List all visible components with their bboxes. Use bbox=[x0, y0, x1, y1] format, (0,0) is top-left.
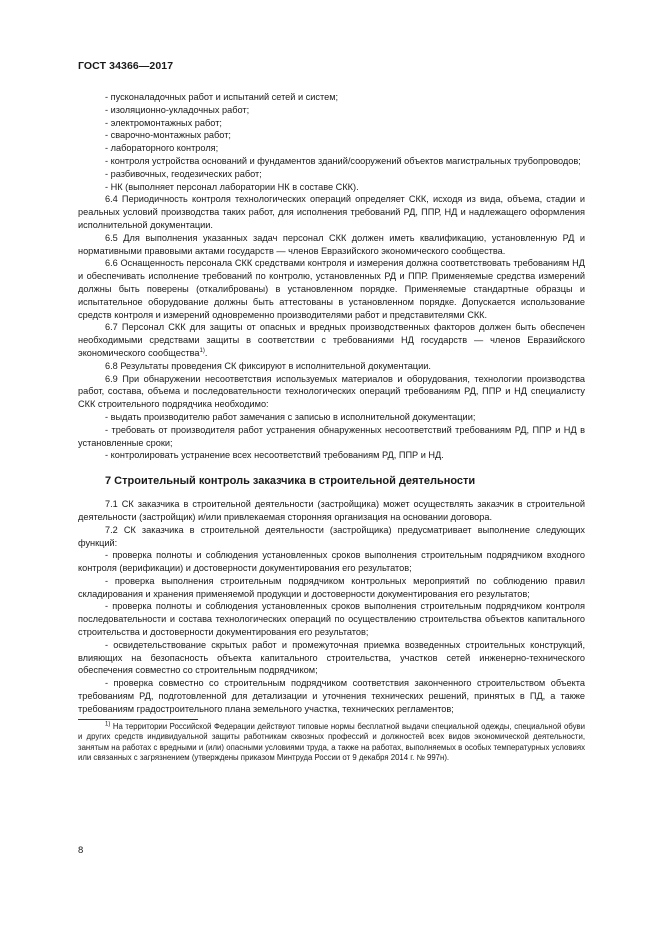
footnote-marker: 1) bbox=[105, 721, 111, 728]
paragraph-6-7 bbox=[78, 321, 585, 359]
paragraph: - проверка выполнения строительным подрядчиком контрольных мероприятий по соблюдению правил складирования и хранения применяемой продукции и достоверности документирования его результатов; bbox=[78, 575, 585, 599]
paragraph: - проверка полноты и соблюдения установленных сроков выполнения строительным подрядчиком входного контроля (верификации) и достоверности документирования его результатов; bbox=[78, 550, 585, 574]
paragraph: - контролировать устранение всех несоответствий требованиям РД, ППР и НД. bbox=[105, 450, 444, 461]
footnote-text: На территории Российской Федерации действуют типовые нормы бесплатной выдачи специальной одежды, специальной обуви и других средств индивидуальной защиты работникам сквозных профессий и должностей всех видов экономической деятельности, занятым на работах с вредными и (или) опасными условиями труда, а также на работах, выполняемых в особых температурных условиях или связанных с загрязнением (утверждены приказом Минтруда России от 9 декабря 2014 г. № 997н). bbox=[78, 721, 585, 763]
paragraph-text: 6.7 Персонал СКК для защиты от опасных и вредных производственных факторов должен быть обеспечен необходимыми средствами защиты в соответствии с требованиями НД государств — членов Евразийского экономического сообщества bbox=[78, 322, 585, 358]
paragraph: - НК (выполняет персонал лаборатории НК в составе СКК). bbox=[105, 181, 359, 192]
footnote bbox=[78, 722, 585, 764]
paragraph: - освидетельствование скрытых работ и промежуточная приемка возведенных строительных конструкций, влияющих на безопасность объекта капитального строительства, участков сетей инженерно-технического обеспечения совместно со строительным подрядчиком; bbox=[78, 639, 585, 676]
paragraph: - проверка совместно со строительным подрядчиком соответствия законченного строительством объекта требованиям РД, подготовленной для детализации и уточнения технических решений, принятых в ПД, а также требованиям градостроительного плана земельного участка, технических регламентов; bbox=[78, 678, 585, 714]
paragraph: 6.9 При обнаружении несоответствия используемых материалов и оборудования, технологии производства работ, состава, объема и последовательности технологических операций требованиям РД, ППР и НД специалисту СКК строительного подрядчика необходимо: bbox=[78, 373, 585, 410]
section-heading: 7 Строительный контроль заказчика в строительной деятельности bbox=[105, 475, 476, 488]
paragraph: - пусконаладочных работ и испытаний сетей и систем; bbox=[105, 92, 339, 102]
paragraph: - изоляционно-укладочных работ; bbox=[105, 104, 250, 115]
paragraph: 6.8 Результаты проведения СК фиксируют в исполнительной документации. bbox=[105, 360, 431, 371]
paragraph: - лабораторного контроля; bbox=[105, 143, 219, 154]
section-6-continued bbox=[78, 91, 585, 321]
paragraph: 6.4 Периодичность контроля технологических операций определяет СКК, исходя из вида, объема, стадии и реальных условий производства таких работ, для исполнения требований РД, ППР, НД и надлежащего оформления исполнительной документации. bbox=[78, 194, 585, 230]
paragraph: - контроля устройства оснований и фундаментов зданий/сооружений объектов магистральных трубопроводов; bbox=[105, 155, 581, 166]
paragraph: - выдать производителю работ замечания с записью в исполнительной документации; bbox=[105, 411, 476, 422]
footnote-reference: 1) bbox=[199, 347, 205, 354]
paragraph: 6.6 Оснащенность персонала СКК средствами контроля и измерения должна соответствовать требованиям НД и обеспечивать исполнение требований по контролю, установленных РД и ППР. Применяемые средства измерений должны быть поверены (откалиброваны) в установленном порядке. Применяемые стандартные образцы и испытательное оборудование должны быть аттестованы в установленном порядке. Допускается использование средств контроля и измерений одновременно производителями работ и представителями СКК. bbox=[78, 258, 585, 320]
paragraph-end: . bbox=[204, 347, 208, 358]
paragraph: 7.1 СК заказчика в строительной деятельности (застройщика) может осуществлять заказчик в строительной деятельности (застройщик) и/или привлекаемая сторонняя организация на основании договора. bbox=[78, 499, 585, 522]
document-body bbox=[78, 91, 585, 764]
section-6-end bbox=[78, 360, 585, 462]
paragraph: - разбивочных, геодезических работ; bbox=[105, 168, 262, 179]
page-number: 8 bbox=[78, 845, 84, 856]
footnote-divider bbox=[78, 719, 198, 720]
paragraph: - сварочно-монтажных работ; bbox=[105, 130, 231, 141]
paragraph: - требовать от производителя работ устранения обнаруженных несоответствий требованиям РД, ППР и НД в установленные сроки; bbox=[78, 424, 585, 448]
paragraph: 6.5 Для выполнения указанных задач персонал СКК должен иметь квалификацию, установленную РД и нормативными правовыми актами государств — членов Евразийского экономического сообщества. bbox=[78, 232, 585, 256]
document-header: ГОСТ 34366—2017 bbox=[78, 60, 174, 72]
section-7-body bbox=[78, 498, 585, 716]
paragraph: - проверка полноты и соблюдения установленных сроков выполнения строительным подрядчиком контроля последовательности и состава технологических операций по осуществлению строительства объектов капитального строительства и достоверности документирования его результатов; bbox=[78, 601, 585, 638]
paragraph: - электромонтажных работ; bbox=[105, 117, 222, 128]
paragraph: 7.2 СК заказчика в строительной деятельности (застройщика) предусматривает выполнение следующих функций: bbox=[78, 524, 585, 548]
